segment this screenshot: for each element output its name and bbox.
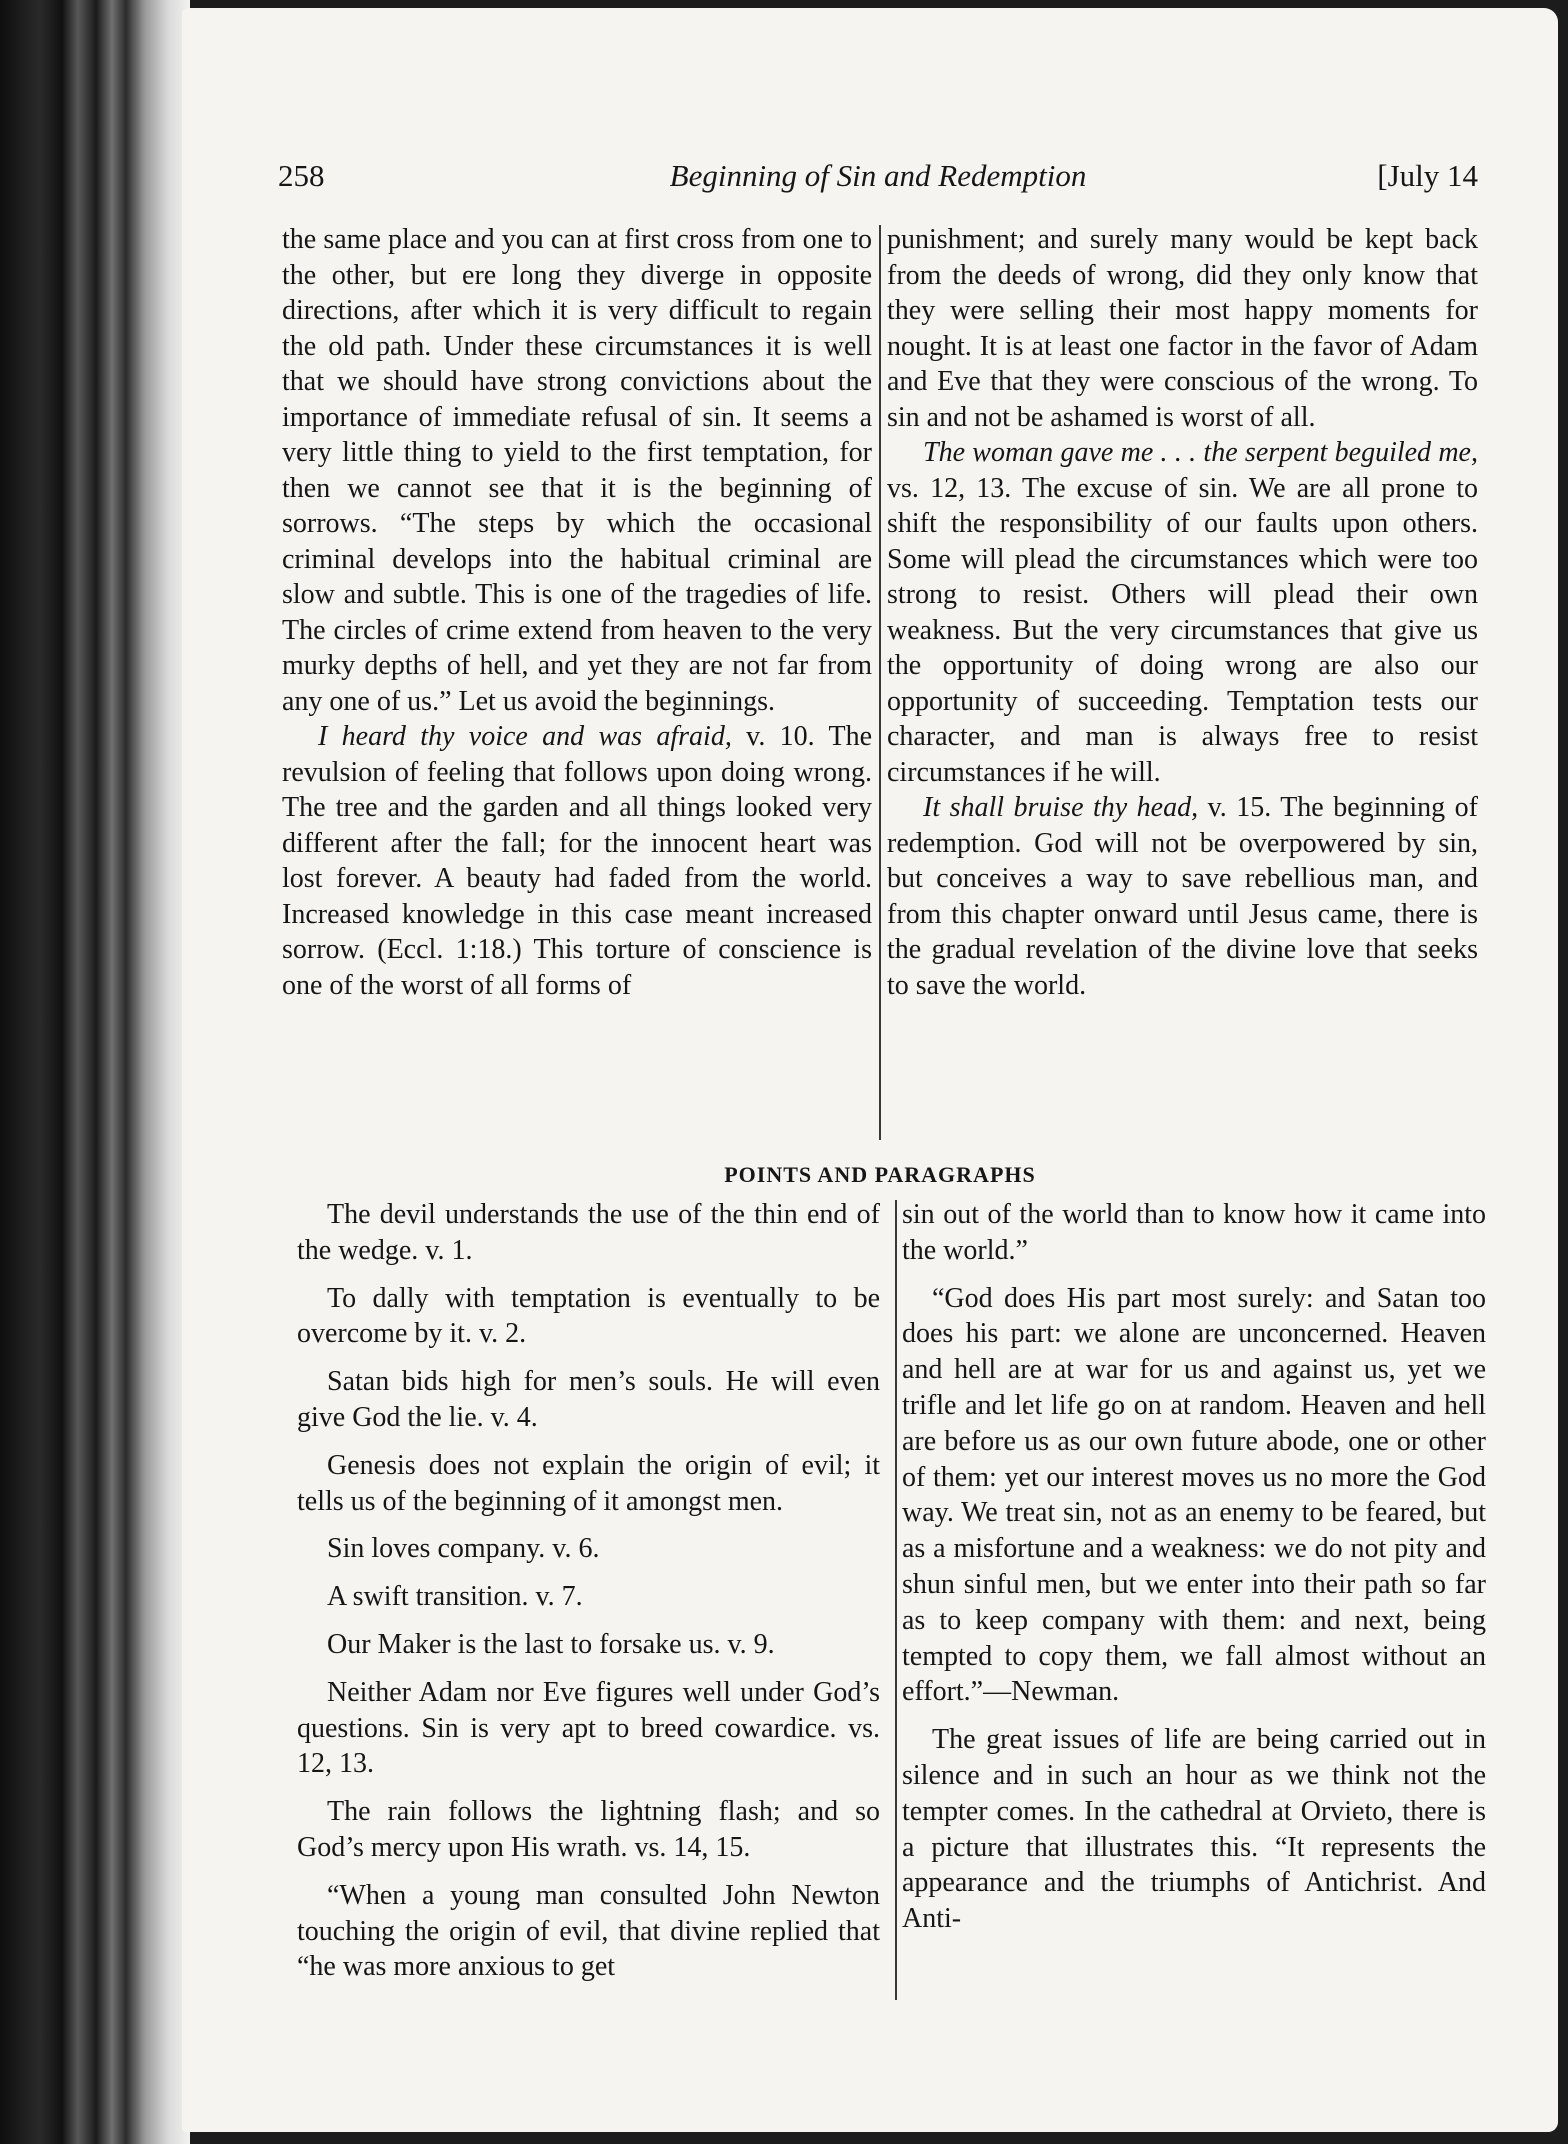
- paragraph: [887, 435, 1478, 790]
- page-number: 258: [278, 158, 325, 193]
- column-divider: [879, 225, 881, 1140]
- point-item: sin out of the world than to know how it came into the world.”: [902, 1199, 1486, 1266]
- top-left-column: [282, 222, 872, 1003]
- verse-reference: The woman gave me . . . the serpent beguiled me,: [923, 437, 1478, 468]
- point-item: The devil understands the use of the thin end of the wedge. v. 1.: [297, 1199, 880, 1266]
- paragraph-body: v. 15. The beginning of redemption. God will not be overpowered by sin, but conceives a way to save rebellious man, and from this chapter onward until Jesus came, there is the gradual revelation of the divine love that seeks to save the world.: [887, 792, 1478, 1001]
- section-heading: POINTS AND PARAGRAPHS: [724, 1162, 1036, 1187]
- point-item: The great issues of life are being carried out in silence and in such an hour as we think not the tempter comes. In the cathedral at Orvieto, there is a picture that illustrates this. “It represents the appearance and the triumphs of Antichrist. And Anti-: [902, 1724, 1486, 1935]
- paragraph-body: vs. 12, 13. The excuse of sin. We are all prone to shift the responsibility of our faults upon others. Some will plead the circumstances which were too strong to resist. Others will plead their own weakness. But the very circumstances that give us the opportunity of doing wrong are also our opportunity of succeeding. Temptation tests our character, and man is always free to resist circumstances if he will.: [887, 472, 1478, 788]
- point-item: Satan bids high for men’s souls. He will even give God the lie. v. 4.: [297, 1366, 880, 1433]
- top-right-column: [887, 222, 1478, 1003]
- paragraph: [887, 790, 1478, 1003]
- point-item: Sin loves company. v. 6.: [327, 1533, 600, 1565]
- column-divider: [895, 1200, 897, 2000]
- verse-reference: I heard thy voice and was afraid,: [318, 721, 732, 752]
- bottom-right-column: [902, 1197, 1486, 1949]
- point-item: Our Maker is the last to forsake us. v. 9.: [327, 1628, 775, 1660]
- header-date: [July 14: [1377, 158, 1478, 193]
- point-item: Neither Adam nor Eve figures well under God’s questions. Sin is very apt to breed cowardice. vs. 12, 13.: [297, 1676, 880, 1780]
- running-title: Beginning of Sin and Redemption: [669, 158, 1087, 193]
- point-item: Genesis does not explain the origin of evil; it tells us of the beginning of it amongst men.: [297, 1449, 880, 1517]
- paragraph: [282, 719, 872, 1003]
- point-item: To dally with temptation is eventually to be overcome by it. v. 2.: [297, 1282, 880, 1350]
- book-page-edges: [0, 0, 190, 2144]
- verse-reference: It shall bruise thy head,: [923, 792, 1199, 823]
- point-item: A swift transition. v. 7.: [327, 1581, 583, 1613]
- paragraph-body: v. 10. The revulsion of feeling that follows upon doing wrong. The tree and the garden and all things looked very different after the fall; for the innocent heart was lost forever. A beauty had faded from the world. Increased knowledge in this case meant increased sorrow. (Eccl. 1:18.) This torture of conscience is one of the worst of all forms of: [282, 721, 872, 1001]
- paragraph: the same place and you can at first cross from one to the other, but ere long they diverge in opposite directions, after which it is very difficult to regain the old path. Under these circumstances it is well that we should have strong convictions about the importance of immediate refusal of sin. It seems a very little thing to yield to the first temptation, for then we cannot see that it is the beginning of sorrows. “The steps by which the occasional criminal develops into the habitual criminal are slow and subtle. This is one of the tragedies of life. The circles of crime extend from heaven to the very murky depths of hell, and yet they are not far from any one of us.” Let us avoid the beginnings.: [282, 224, 872, 717]
- point-item: “God does His part most surely: and Satan too does his part: we alone are unconcerned. Heaven and hell are at war for us and against us, yet we trifle and let life go on at random. Heaven and hell are before us as our own future abode, one or other of them: yet our interest moves us no more the God way. We treat sin, not as an enemy to be feared, but as a misfortune and a weakness: we do not pity and shun sinful men, but we enter into their path so far as to keep company with them: and next, being tempted to copy them, we fall almost without an effort.”—Newman.: [902, 1282, 1486, 1708]
- paragraph: punishment; and surely many would be kept back from the deeds of wrong, did they only know that they were selling their most happy moments for nought. It is at least one factor in the favor of Adam and Eve that they were conscious of the wrong. To sin and not be ashamed is worst of all.: [887, 224, 1478, 433]
- page-header: [278, 158, 1478, 202]
- bottom-left-column: [297, 1197, 880, 1997]
- point-item: “When a young man consulted John Newton touching the origin of evil, that divine replied that “he was more anxious to get: [297, 1879, 880, 1983]
- point-item: The rain follows the lightning flash; and so God’s mercy upon His wrath. vs. 14, 15.: [297, 1796, 880, 1863]
